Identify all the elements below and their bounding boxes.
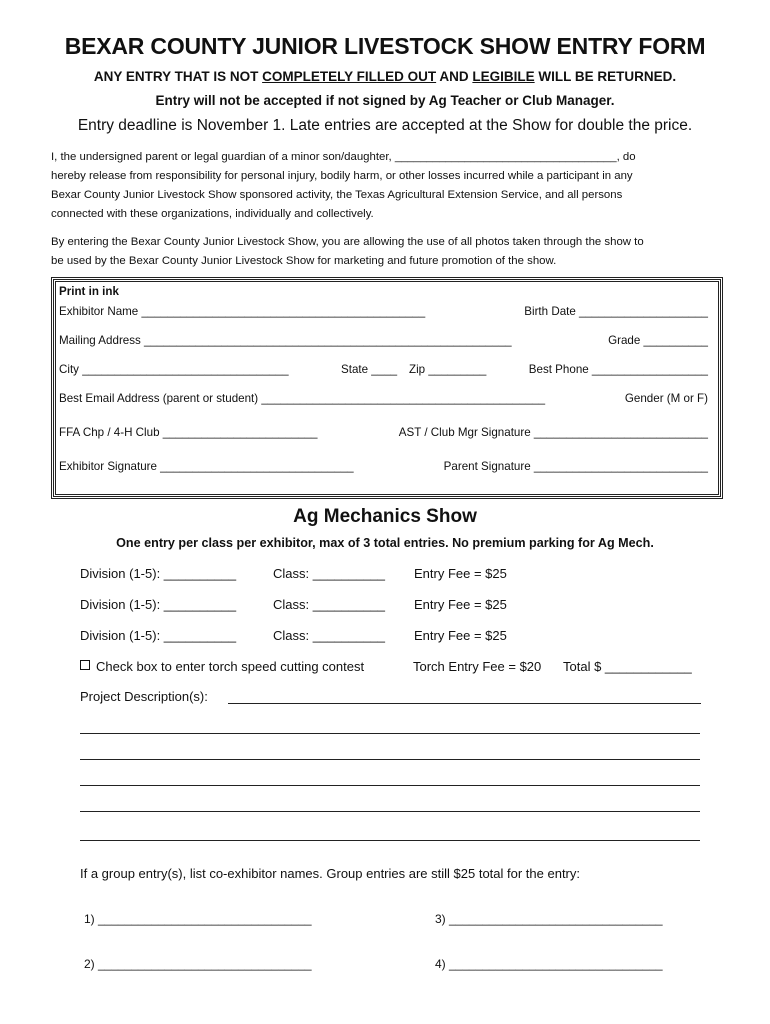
warning-prefix: ANY ENTRY THAT IS NOT xyxy=(93,69,263,84)
state-field[interactable]: State ____ xyxy=(341,363,398,376)
project-description-line[interactable] xyxy=(80,733,700,734)
entry-fee-1: Entry Fee = $25 xyxy=(414,566,507,581)
division-field-2[interactable]: Division (1-5): __________ xyxy=(80,597,237,612)
email-row xyxy=(59,392,708,405)
form-title: BEXAR COUNTY JUNIOR LIVESTOCK SHOW ENTRY FORM xyxy=(64,33,706,59)
co-exhibitor-field-4[interactable]: 4) ________________________________ xyxy=(435,957,663,971)
checkbox-icon[interactable] xyxy=(80,660,90,670)
total-field[interactable]: Total $ ____________ xyxy=(563,659,692,674)
ffa-club-field[interactable]: FFA Chp / 4-H Club ________________________ xyxy=(59,426,318,439)
exhibitor-name-field[interactable]: Exhibitor Name ____________________________________________ xyxy=(59,305,426,318)
release-line: hereby release from responsibility for personal injury, bodily harm, or other losses incurred while a participant in any xyxy=(51,170,633,182)
co-exhibitor-field-3[interactable]: 3) ________________________________ xyxy=(435,912,663,926)
city-field[interactable]: City ________________________________ xyxy=(59,363,289,376)
warning-legible: LEGIBILE xyxy=(472,69,535,84)
project-description-line[interactable] xyxy=(80,759,700,760)
best-phone-field[interactable]: Best Phone __________________ xyxy=(528,363,708,376)
entry-fee-3: Entry Fee = $25 xyxy=(414,628,507,643)
gender-field[interactable]: Gender (M or F) xyxy=(624,392,708,405)
photo-line: be used by the Bexar County Junior Livestock Show for marketing and future promotion of the show. xyxy=(51,255,557,267)
exhibitor-name-row xyxy=(59,305,708,318)
class-field-3[interactable]: Class: __________ xyxy=(273,628,386,643)
division-field-1[interactable]: Division (1-5): __________ xyxy=(80,566,237,581)
mailing-address-row xyxy=(59,334,708,347)
release-paragraph xyxy=(51,148,719,224)
release-line: I, the undersigned parent or legal guardian of a minor son/daughter, ___________________________________, do xyxy=(51,151,636,163)
photo-consent-paragraph xyxy=(51,233,719,271)
birth-date-field[interactable]: Birth Date ____________________ xyxy=(524,305,708,318)
release-line: connected with these organizations, individually and collectively. xyxy=(51,208,374,220)
email-field[interactable]: Best Email Address (parent or student) ____________________________________________ xyxy=(59,392,546,405)
zip-field[interactable]: Zip _________ xyxy=(409,363,487,376)
warning-suffix: WILL BE RETURNED. xyxy=(534,69,677,84)
mailing-address-field[interactable]: Mailing Address _________________________________________________________ xyxy=(59,334,512,347)
signature-notice: Entry will not be accepted if not signed by Ag Teacher or Club Manager. xyxy=(155,93,615,108)
club-row xyxy=(59,426,708,439)
torch-entry-fee: Torch Entry Fee = $20 xyxy=(413,659,542,674)
project-description-line[interactable] xyxy=(80,811,700,812)
division-field-3[interactable]: Division (1-5): __________ xyxy=(80,628,237,643)
warning-completely-filled: COMPLETELY FILLED OUT xyxy=(262,69,437,84)
class-field-2[interactable]: Class: __________ xyxy=(273,597,386,612)
torch-contest-option[interactable] xyxy=(80,659,364,674)
grade-field[interactable]: Grade __________ xyxy=(608,334,708,347)
project-description-line[interactable] xyxy=(80,840,700,841)
exhibitor-info-box xyxy=(51,277,723,499)
exhibitor-signature-field[interactable]: Exhibitor Signature ______________________________ xyxy=(59,460,354,473)
group-entry-note: If a group entry(s), list co-exhibitor names. Group entries are still $25 total for the entry: xyxy=(80,866,580,881)
release-line: Bexar County Junior Livestock Show sponsored activity, the Texas Agricultural Extension Service, and all persons xyxy=(51,189,623,201)
torch-checkbox-label: Check box to enter torch speed cutting contest xyxy=(96,659,365,674)
co-exhibitor-field-1[interactable]: 1) ________________________________ xyxy=(84,912,312,926)
section-subtitle: One entry per class per exhibitor, max of 3 total entries. No premium parking for Ag Mech. xyxy=(116,536,654,550)
photo-line: By entering the Bexar County Junior Livestock Show, you are allowing the use of all photos taken through the show to xyxy=(51,236,644,248)
project-description-label: Project Description(s): xyxy=(80,689,208,704)
co-exhibitor-field-2[interactable]: 2) ________________________________ xyxy=(84,957,312,971)
entry-fee-2: Entry Fee = $25 xyxy=(414,597,507,612)
city-row xyxy=(59,363,708,376)
section-title: Ag Mechanics Show xyxy=(293,506,477,527)
project-description-line[interactable] xyxy=(80,785,700,786)
warning-mid: AND xyxy=(436,69,473,84)
ast-signature-field[interactable]: AST / Club Mgr Signature ___________________________ xyxy=(398,426,708,439)
signature-row xyxy=(59,460,708,473)
return-warning xyxy=(0,69,770,84)
parent-signature-field[interactable]: Parent Signature ___________________________ xyxy=(443,460,708,473)
class-field-1[interactable]: Class: __________ xyxy=(273,566,386,581)
print-in-ink-heading: Print in ink xyxy=(59,285,119,298)
deadline-notice: Entry deadline is November 1. Late entries are accepted at the Show for double the price. xyxy=(77,117,693,134)
project-description-line[interactable] xyxy=(228,703,701,704)
